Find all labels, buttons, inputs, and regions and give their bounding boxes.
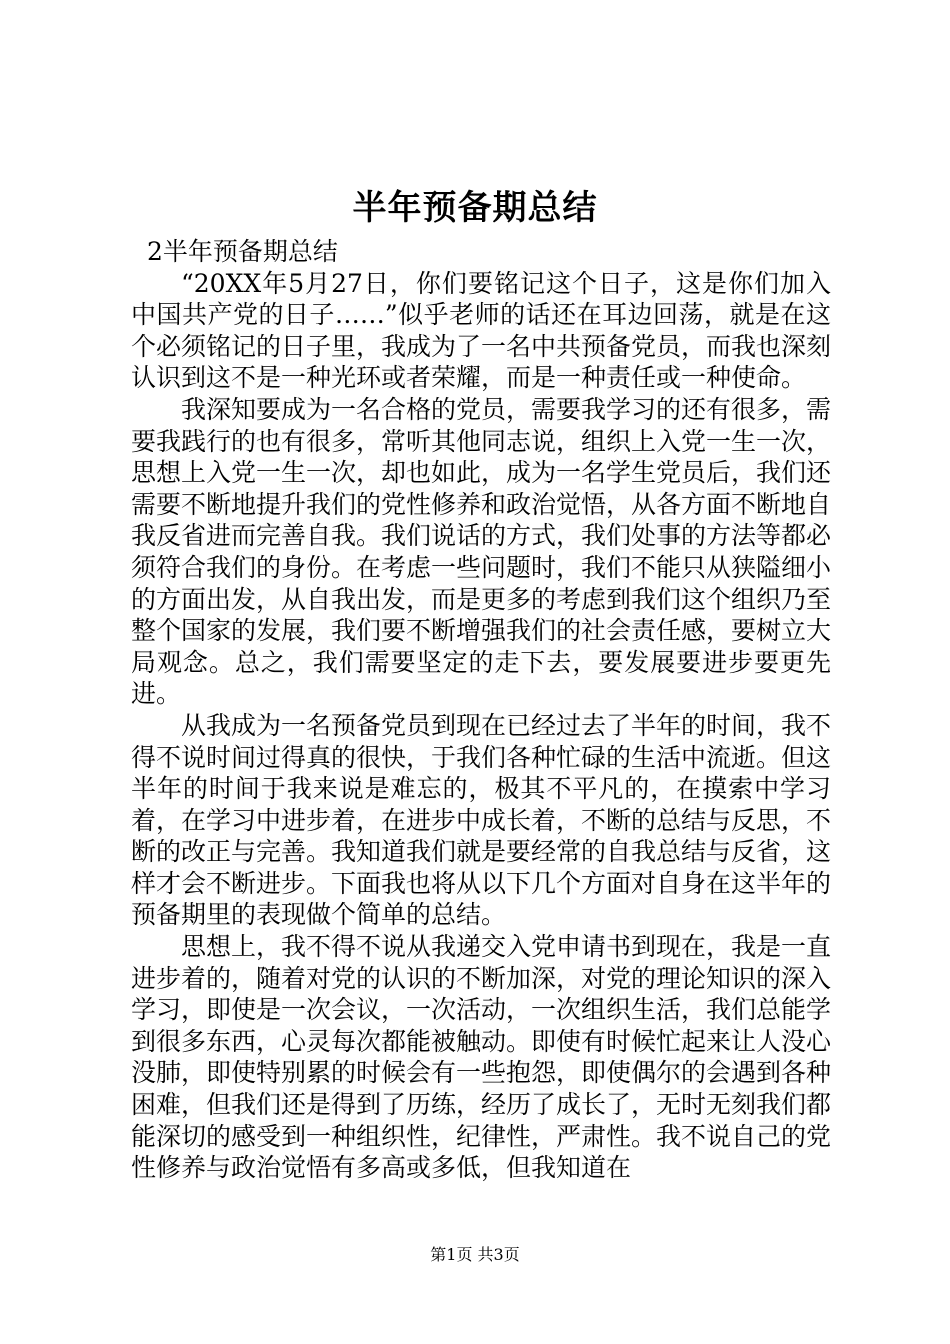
- paragraph: 我深知要成为一名合格的党员，需要我学习的还有很多，需要我践行的也有很多，常听其他同志说，组织上入党一生一次，思想上入党一生一次，却也如此，成为一名学生党员后，我们还需要不断地提升我们的党性修养和政治觉悟，从各方面不断地自我反省进而完善自我。我们说话的方式，我们处事的方法等都必须符合我们的身份。在考虑一些问题时，我们不能只从狭隘细小的方面出发，从自我出发，而是更多的考虑到我们这个组织乃至整个国家的发展，我们要不断增强我们的社会责任感，要树立大局观念。总之，我们需要坚定的走下去，要发展要进步要更先进。: [131, 394, 832, 709]
- page-number-footer: 第1页 共3页: [430, 1245, 520, 1264]
- document-body: [131, 236, 831, 1184]
- paragraph: “20XX年5月27日，你们要铭记这个日子，这是你们加入中国共产党的日子……”似乎老师的话还在耳边回荡，就是在这个必须铭记的日子里，我成为了一名中共预备党员，而我也深刻认识到这不是一种光环或者荣耀，而是一种责任或一种使命。: [131, 268, 832, 393]
- paragraph: 从我成为一名预备党员到现在已经过去了半年的时间，我不得不说时间过得真的很快，于我们各种忙碌的生活中流逝。但这半年的时间于我来说是难忘的，极其不平凡的，在摸索中学习着，在学习中进步着，在进步中成长着，不断的总结与反思，不断的改正与完善。我知道我们就是要经常的自我总结与反省，这样才会不断进步。下面我也将从以下几个方面对自身在这半年的预备期里的表现做个简单的总结。: [131, 710, 832, 930]
- paragraph: 思想上，我不得不说从我递交入党申请书到现在，我是一直进步着的，随着对党的认识的不断加深，对党的理论知识的深入学习，即使是一次会议，一次活动，一次组织生活，我们总能学到很多东西，心灵每次都能被触动。即使有时候忙起来让人没心没肺，即使特别累的时候会有一些抱怨，即使偶尔的会遇到各种困难，但我们还是得到了历练，经历了成长了，无时无刻我们都能深切的感受到一种组织性，纪律性，严肃性。我不说自己的党性修养与政治觉悟有多高或多低，但我知道在: [131, 932, 832, 1183]
- document-subtitle: 2半年预备期总结: [147, 237, 338, 266]
- document-title: 半年预备期总结: [352, 188, 598, 228]
